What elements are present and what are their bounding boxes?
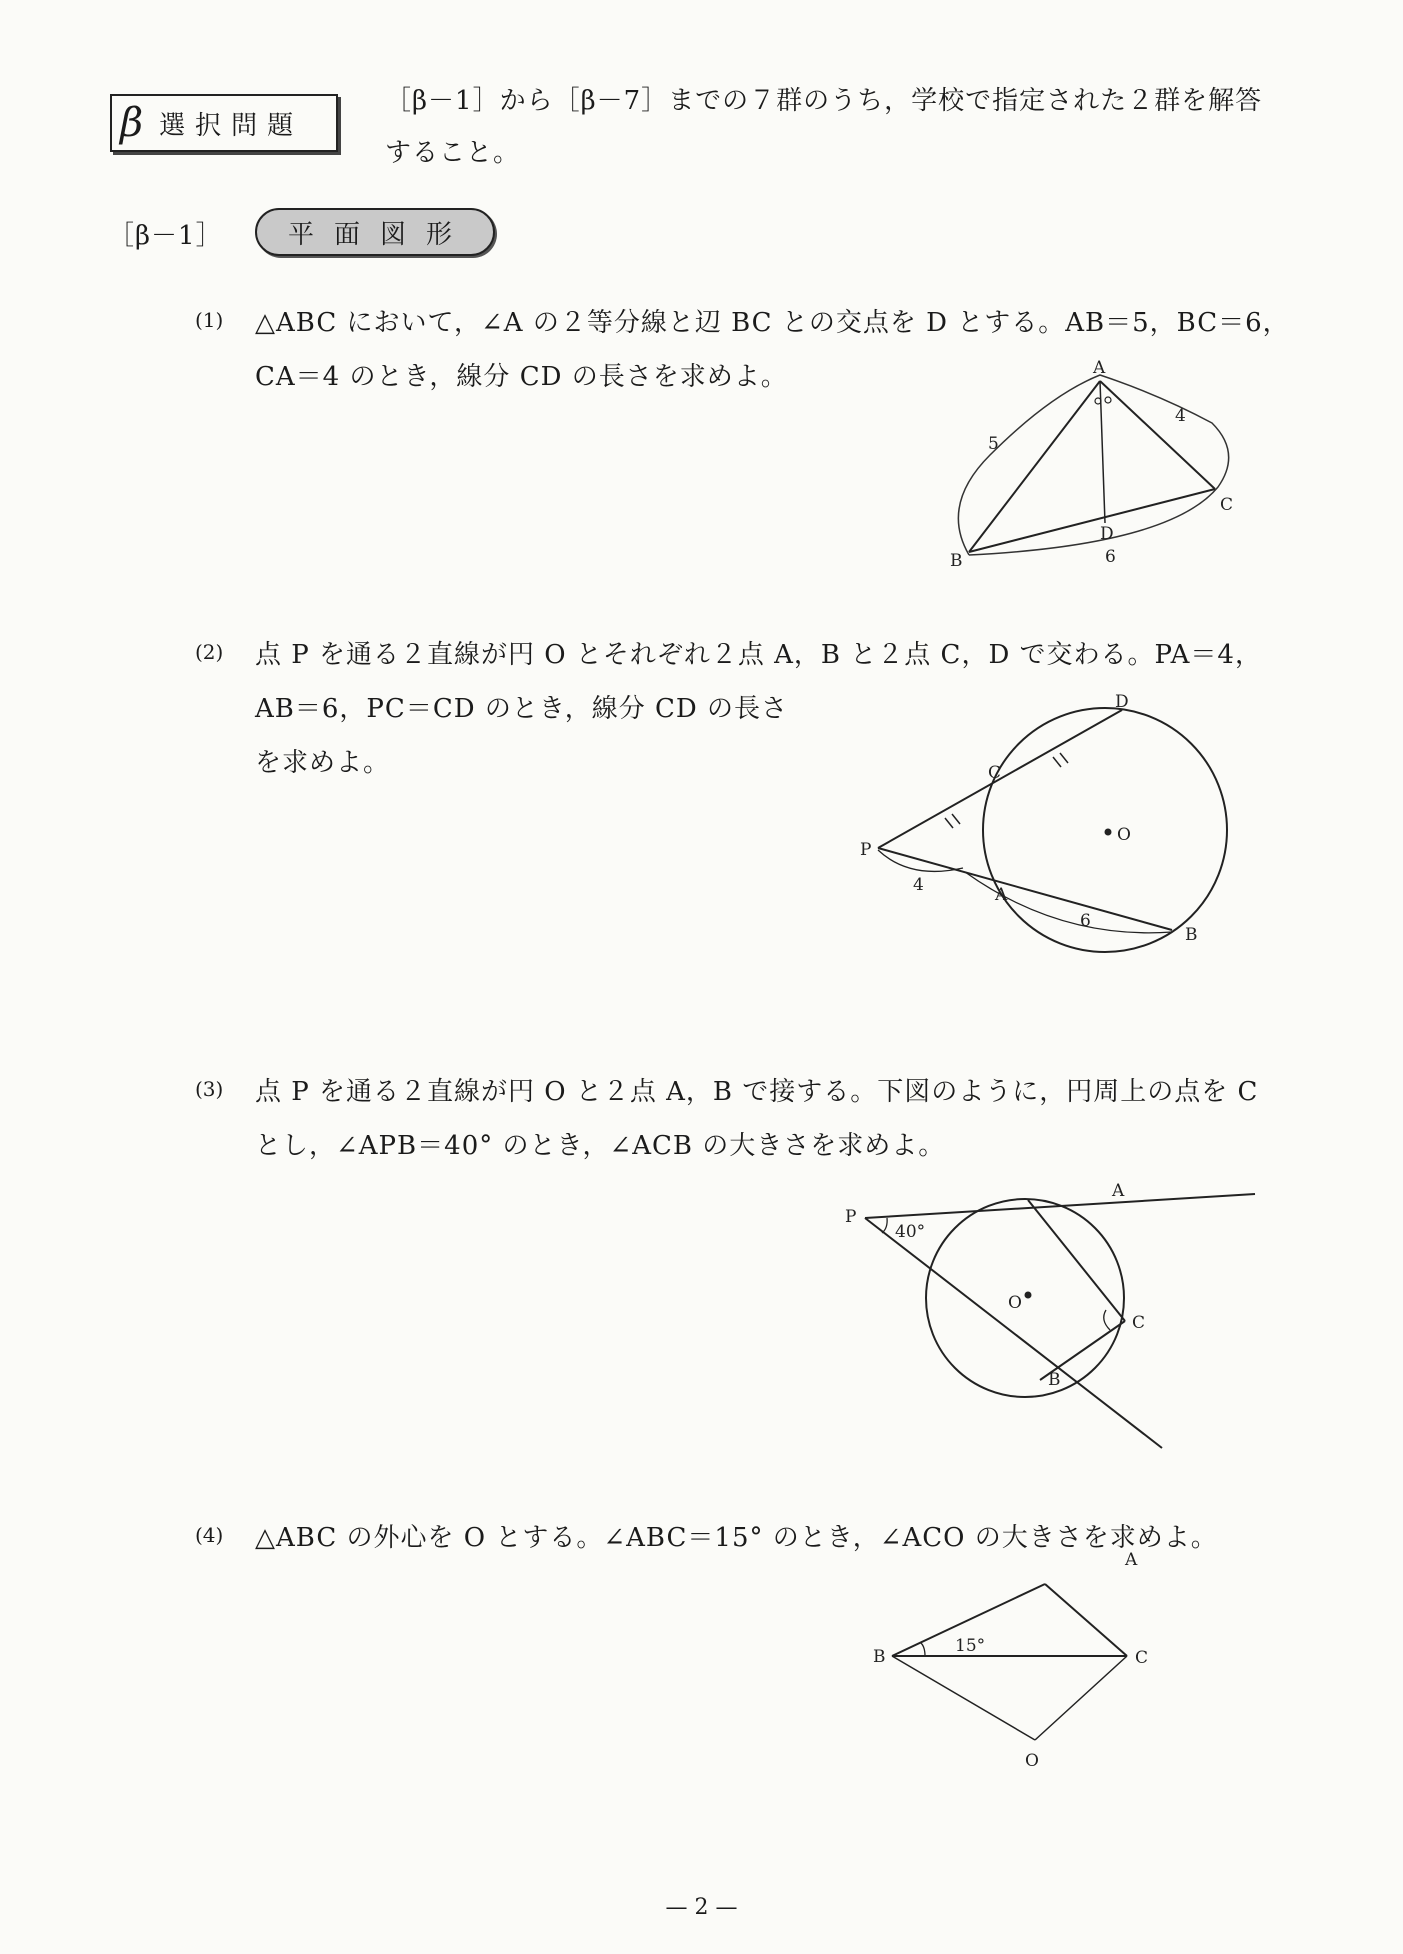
side-ca-label: 4	[1175, 406, 1186, 426]
point-b-label: B	[1048, 1370, 1061, 1390]
question-number: (1)	[195, 308, 224, 332]
vertex-a-label: A	[1093, 358, 1106, 378]
point-c-label: C	[988, 763, 1002, 783]
side-ab-label: 5	[988, 434, 999, 454]
beta-title: 選択問題	[159, 110, 304, 141]
side-bc-label: 6	[1105, 547, 1116, 567]
vertex-c-label: C	[1135, 1648, 1149, 1668]
point-p-label: P	[845, 1207, 857, 1227]
point-d-label: D	[1100, 524, 1114, 544]
question-3-line-1: 点 P を通る２直線が円 O と２点 A，B で接する。下図のように，円周上の点を C	[255, 1077, 1259, 1107]
question-3-line-2: とし，∠APB＝40° のとき，∠ACB の大きさを求めよ。	[255, 1131, 946, 1161]
page-number: — 2 —	[665, 1895, 738, 1920]
instruction-line-2: すること。	[385, 138, 521, 168]
figure-2-secants	[860, 690, 1220, 950]
vertex-c-label: C	[1220, 495, 1234, 515]
question-2-line-3: を求めよ。	[255, 748, 391, 778]
point-a-label: A	[1112, 1181, 1125, 1201]
question-number: (4)	[195, 1523, 224, 1547]
point-b-label: B	[1185, 925, 1198, 945]
question-number: (2)	[195, 640, 224, 664]
beta-selection-box	[110, 94, 338, 152]
question-2-line-2: AB＝6，PC＝CD のとき，線分 CD の長さ	[255, 694, 789, 724]
question-1-line-1: △ABC において，∠A の２等分線と辺 BC との交点を D とする。AB＝5，BC＝6，	[255, 308, 1290, 338]
center-o-label: O	[1025, 1751, 1039, 1771]
segment-ab-label: 6	[1080, 911, 1091, 931]
instruction-line-1: ［β－1］から［β－7］までの７群のうち，学校で指定された２群を解答	[385, 86, 1263, 116]
point-a-label: A	[995, 885, 1008, 905]
vertex-b-label: B	[950, 551, 963, 571]
figure-4-circumcenter	[855, 1550, 1255, 1790]
figure-3-tangents	[830, 1180, 1270, 1450]
question-2-line-1: 点 P を通る２直線が円 O とそれぞれ２点 A，B と２点 C，D で交わる。PA＝4，	[255, 640, 1262, 670]
question-4-line-1: △ABC の外心を O とする。∠ABC＝15° のとき，∠ACO の大きさを求めよ。	[255, 1523, 1218, 1553]
section-label: ［β－1］	[108, 221, 223, 251]
vertex-a-label: A	[1125, 1550, 1138, 1570]
topic-badge: 平面図形	[255, 208, 495, 256]
figure-1-triangle	[930, 355, 1260, 575]
angle-b-label: 15°	[955, 1636, 986, 1656]
angle-p-label: 40°	[895, 1222, 926, 1242]
beta-symbol: β	[120, 100, 144, 146]
vertex-b-label: B	[873, 1647, 886, 1667]
segment-pa-label: 4	[913, 875, 924, 895]
point-p-label: P	[860, 840, 872, 860]
question-1-line-2: CA＝4 のとき，線分 CD の長さを求めよ。	[255, 362, 788, 392]
point-c-label: C	[1132, 1313, 1146, 1333]
center-o-label: O	[1008, 1293, 1022, 1313]
question-number: (3)	[195, 1077, 224, 1101]
point-d-label: D	[1115, 692, 1129, 712]
center-o-label: O	[1117, 825, 1131, 845]
